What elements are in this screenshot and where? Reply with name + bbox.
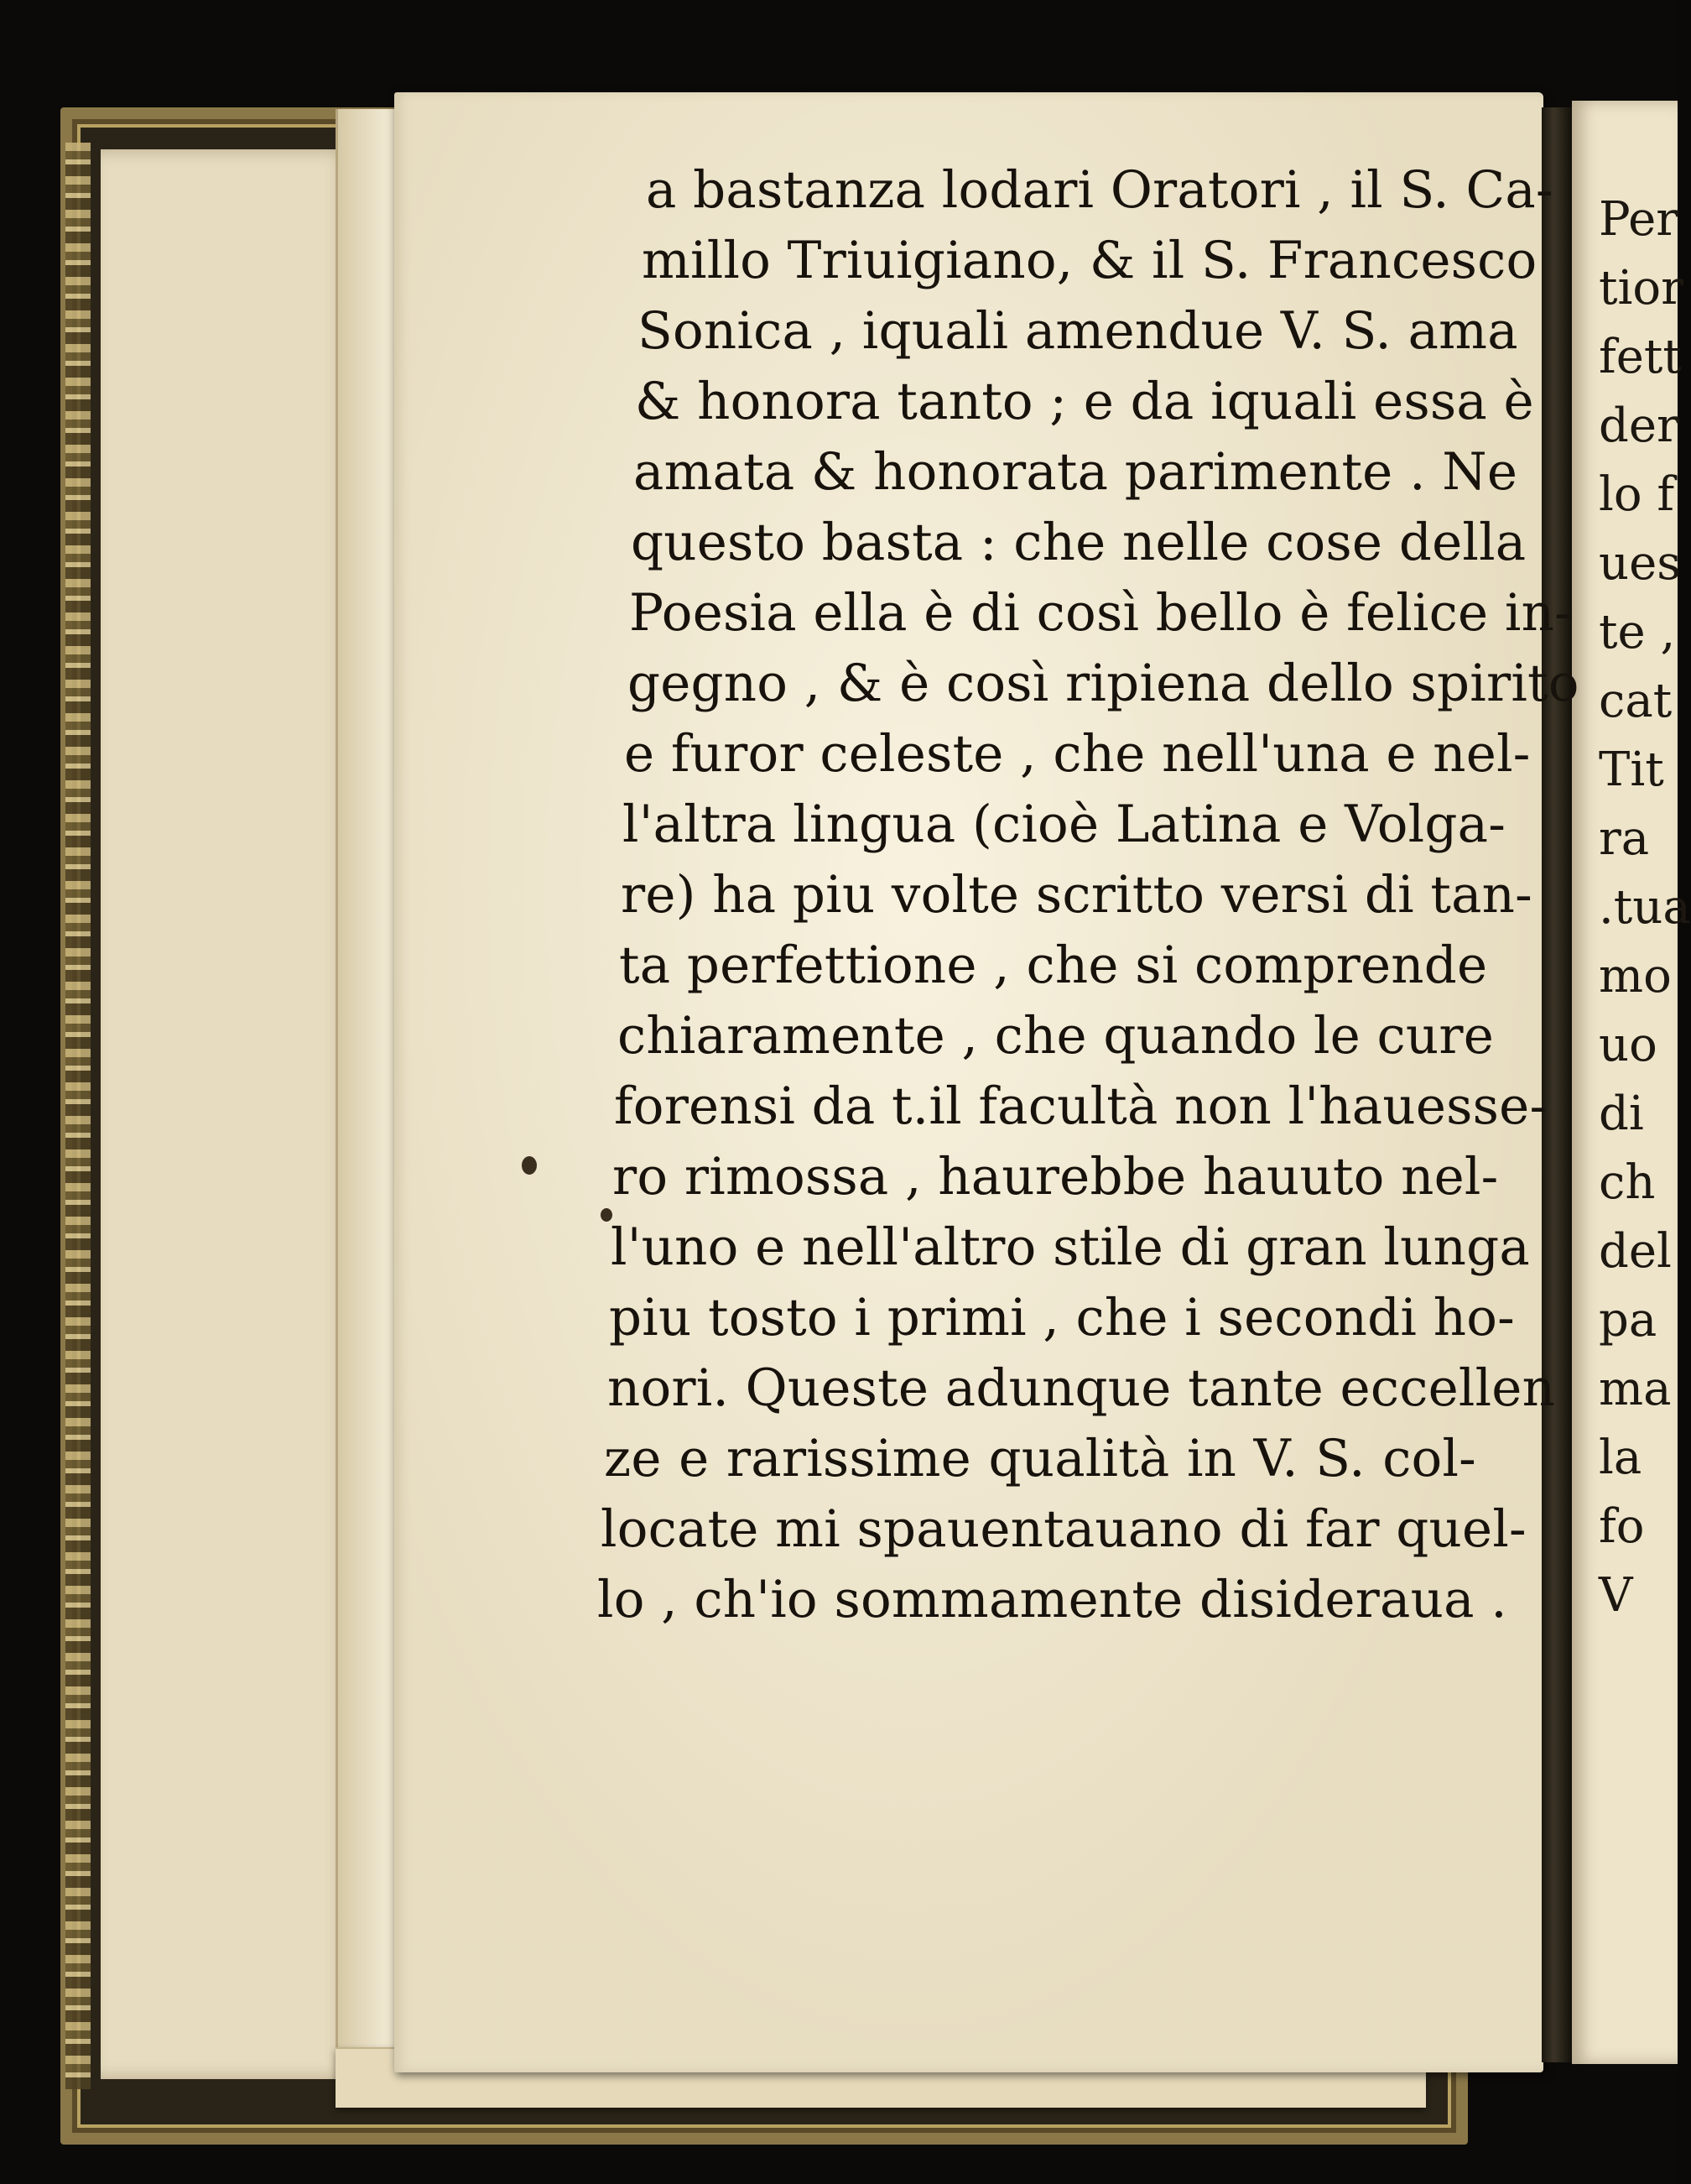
facing-line: ma bbox=[1599, 1362, 1672, 1416]
text-line: Poesia ella è di così bello è felice in- bbox=[629, 583, 1572, 643]
text-line: chiaramente , che quando le cure bbox=[617, 1006, 1495, 1066]
text-line: piu tosto i primi , che i secondi ho- bbox=[609, 1288, 1515, 1347]
text-line: lo , ch'io sommamente disideraua . bbox=[597, 1570, 1507, 1629]
facing-line: V bbox=[1599, 1568, 1633, 1623]
text-line: forensi da t.il facultà non l'hauesse- bbox=[614, 1076, 1548, 1136]
text-line: gegno , & è così ripiena dello spirito bbox=[627, 654, 1579, 713]
facing-line: fo bbox=[1599, 1499, 1645, 1554]
facing-line: del bbox=[1599, 1224, 1672, 1279]
facing-line: uo bbox=[1599, 1018, 1657, 1072]
text-line: ta perfettione , che si comprende bbox=[619, 936, 1488, 995]
text-line: ro rimossa , haurebbe hauuto nel- bbox=[612, 1147, 1499, 1207]
ink-blot bbox=[522, 1156, 537, 1175]
text-line: l'uno e nell'altro stile di gran lunga bbox=[611, 1217, 1530, 1277]
text-line: e furor celeste , che nell'una e nel- bbox=[624, 724, 1531, 784]
facing-line: Tit bbox=[1599, 743, 1664, 797]
facing-line: fett bbox=[1599, 330, 1682, 384]
text-line: l'altra lingua (cioè Latina e Volga- bbox=[622, 795, 1506, 854]
facing-line: mo bbox=[1599, 949, 1672, 1003]
facing-line: der bbox=[1599, 399, 1679, 453]
text-line: locate mi spauentauano di far quel- bbox=[601, 1499, 1527, 1559]
ink-blot bbox=[601, 1208, 612, 1222]
text-line: Sonica , iquali amendue V. S. ama bbox=[637, 301, 1518, 361]
text-line: amata & honorata parimente . Ne bbox=[633, 442, 1518, 502]
text-line: nori. Queste adunque tante eccellen bbox=[607, 1358, 1556, 1418]
facing-line: cat bbox=[1599, 674, 1673, 728]
facing-line: .tua bbox=[1599, 880, 1691, 935]
facing-line: lo f bbox=[1599, 467, 1675, 522]
facing-line: te , bbox=[1599, 605, 1676, 659]
text-line: a bastanza lodari Oratori , il S. Ca- bbox=[646, 160, 1553, 220]
facing-line: la bbox=[1599, 1431, 1642, 1485]
facing-line: pa bbox=[1599, 1293, 1657, 1347]
facing-line: ch bbox=[1599, 1155, 1656, 1210]
facing-line: tior bbox=[1599, 261, 1683, 315]
facing-line: ra bbox=[1599, 811, 1650, 866]
text-line: questo basta : che nelle cose della bbox=[631, 513, 1527, 572]
text-line: re) ha piu volte scritto versi di tan- bbox=[621, 865, 1532, 925]
facing-line: di bbox=[1599, 1087, 1644, 1141]
text-line: ze e rarissime qualità in V. S. col- bbox=[604, 1429, 1476, 1488]
text-line: millo Triuigiano, & il S. Francesco bbox=[642, 231, 1538, 290]
facing-line: ues bbox=[1599, 536, 1681, 591]
text-line: & honora tanto ; e da iquali essa è bbox=[635, 372, 1534, 431]
facing-line: Per bbox=[1599, 192, 1679, 247]
